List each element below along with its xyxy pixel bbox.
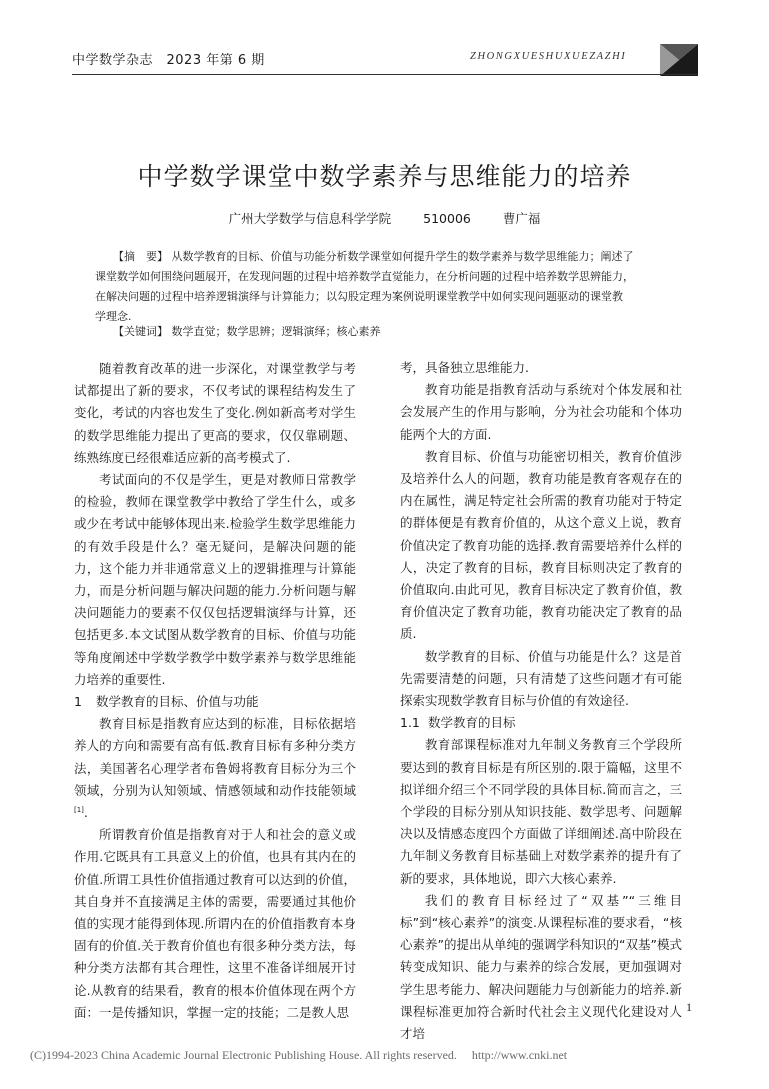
affiliation: 广州大学数学与信息科学学院 [228,211,392,226]
subsection-number: 1.1 [400,715,420,731]
author-line [0,209,769,227]
abstract-label: 【摘 要】 [113,250,168,263]
abstract-line: 学理念. [95,310,132,323]
section-title: 数学教育的目标、价值与功能 [96,694,259,710]
header-rule [72,74,698,75]
body-paragraph: 考试面向的不仅是学生，更是对教师日常教学的检验，教师在课堂教学中教给了学生什么，或多或少在考试中能够体现出来.检验学生数学思维能力的有效手段是什么？毫无疑问，是解决问题的能力，这个能力并非通常意义上的逻辑推理与计算能力，而是分析问题与解决问题的能力.分析问题与解决问题能力的要素不仅仅包括逻辑演绎与计算，还包括更多.本文试图从数学教育的目标、价值与功能等角度阐述中学数学教学中数学素养与数学思维能力培养的重要性. [74,472,356,687]
keywords-label: 【关键词】 [113,325,168,338]
body-paragraph-continued: 考，具备独立思维能力. [400,360,529,375]
paragraph-text: 教育目标是指教育应达到的标准，目标依据培养人的方向和需要有高有低.教育目标有多种分类方法，美国著名心理学者布鲁姆将教育目标分为三个领域，分别为认知领域、情感领域和动作技能领域 [74,716,356,798]
section-heading [74,691,356,713]
journal-pinyin: ZHONGXUESHUXUEZAZHI [470,51,627,62]
subsection-heading [400,712,682,734]
body-paragraph: 教育功能是指教育活动与系统对个体发展和社会发展产生的作用与影响，分为社会功能和个体功能两个大的方面. [400,382,682,442]
abstract-text: 从数学教育的目标、价值与功能分析数学课堂如何提升学生的数学素养与数学思维能力；阐述了 [171,250,634,263]
body-paragraph: 我们的教育目标经过了“双基”“三维目标”到“核心素养”的演变.从课程标准的要求看，“核心素养”的提出从单纯的强调学科知识的“双基”模式转变成知识、能力与素养的综合发展，更加强调对学生思考能力、解决问题能力与创新能力的培养.新课程标准更加符合新时代社会主义现代化建设对人才培 [400,892,682,1042]
keywords-line [113,322,703,342]
citation: [1] [74,805,84,814]
abstract-line: 在解决问题的过程中培养逻辑演绎与计算能力；以勾股定理为案例说明课堂教学中如何实现问题驱动的课堂教 [95,290,623,303]
body-paragraph: 随着教育改革的进一步深化，对课堂教学与考试都提出了新的要求，不仅考试的课程结构发生了变化，考试的内容也发生了变化.例如新高考对学生的数学思维能力提出了更高的要求，仅仅靠刷题、练熟练度已经很难适应新的高考模式了. [74,361,356,465]
copyright-footer: (C)1994-2023 China Academic Journal Electronic Publishing House. All rights reserved. http://www.cnki.net [30,1048,568,1062]
keywords-text: 数学直觉；数学思辨；逻辑演绎；核心素养 [171,325,381,338]
paper-title: 中学数学课堂中数学素养与思维能力的培养 [137,162,632,191]
body-paragraph [74,713,356,824]
abstract-line: 课堂数学如何围绕问题展开，在发现问题的过程中培养数学直觉能力，在分析问题的过程中培养数学思辨能力， [95,270,634,283]
subsection-title: 数学教育的目标 [428,715,516,731]
postcode: 510006 [423,211,471,226]
section-number: 1 [74,694,82,710]
journal-logo-icon [660,44,698,76]
author-name: 曹广福 [502,211,541,226]
body-paragraph: 教育目标、价值与功能密切相关，教育价值涉及培养什么人的问题，教育功能是教育客观存在的内在属性，满足特定社会所需的教育功能对于特定的群体便是有教育价值的，从这个意义上说，教育价值决定了教育功能的选择.教育需要培养什么样的人，决定了教育的目标，教育目标则决定了教育的价值取向.由此可见，教育目标决定了教育价值，教育价值决定了教育功能，教育功能决定了教育的品质. [400,448,682,642]
journal-header: 中学数学杂志 2023 年第 6 期 [72,53,265,68]
body-paragraph: 所谓教育价值是指教育对于人和社会的意义或作用.它既具有工具意义上的价值，也具有其内在的价值.所谓工具性价值指通过教育可以达到的价值，其自身并不直接满足主体的需要，需要通过其他价值的实现才能得到体现.所谓内在的价值指教育本身固有的价值.关于教育价值也有很多种分类方法，每种分类方法都有其合理性，这里不准备详细展开讨论.从教育的结果看，教育的根本价值体现在两个方面：一是传播知识，掌握一定的技能；二是教人思 [74,827,356,1020]
right-column [400,357,682,1045]
abstract-line [113,247,703,267]
body-paragraph: 教育部课程标准对九年制义务教育三个学段所要达到的教育目标是有所区别的.限于篇幅，这里不拟详细介绍三个不同学段的具体目标.简而言之，三个学段的目标分别从知识技能、数学思考、问题解决以及情感态度四个方面做了详细阐述.高中阶段在九年制义务教育目标基础上对数学素养的提升有了新的要求，具体地说，即六大核心素养. [400,737,682,886]
page-number: 1 [686,1000,692,1014]
body-paragraph: 数学教育的目标、价值与功能是什么？这是首先需要清楚的问题，只有清楚了这些问题才有可能探索实现数学教育目标与价值的有效途径. [400,648,682,709]
paragraph-end: . [83,805,88,821]
left-column [74,358,356,1024]
